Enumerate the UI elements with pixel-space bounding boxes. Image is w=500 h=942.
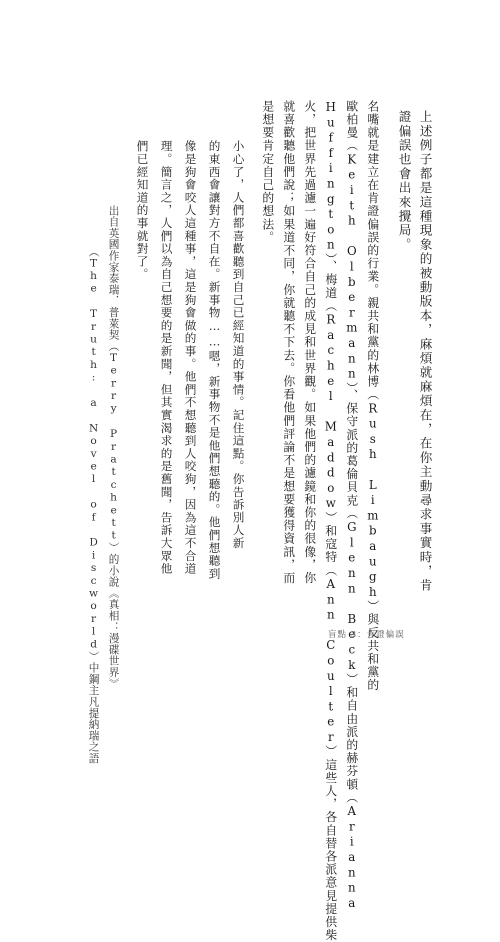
body-line-6: 火，把世界先過濾一遍好符合自己的成見和世界觀。如果他們的濾鏡和你的很像，你 (302, 100, 317, 585)
page-footer: 盲點 3：肯證偏誤 (328, 630, 405, 640)
body-line-8: 是想要肯定自己的想法。 (260, 100, 275, 245)
quote-line-4: 理。簡言之，人們以為自己想要的是新聞，但其實渴求的是舊聞，告訴大眾他 (159, 140, 174, 576)
body-line-3: 名嘴就是建立在肯證偏誤的行業。親共和黨的林博（Rush Limbaugh）與反共和黨的 (365, 100, 380, 692)
body-line-2: 證偏誤也會出來攪局。 (396, 110, 412, 252)
quote-line-1: 小心了，人們都喜歡聽到自己已經知道的事情。記住這點。你告訴別人新 (231, 140, 246, 550)
body-line-1: 上述例子都是這種現象的被動版本，麻煩就麻煩在，在你主動尋求事實時，肯 (417, 110, 433, 593)
quote-line-3: 像是狗會咬人這種事，這是狗會做的事。他們不想聽到人咬狗，因為這不合道 (183, 140, 198, 576)
quote-line-5: 們已經知道的事就對了。 (135, 140, 150, 281)
body-line-5: Huffington）、梅道（Rachel Maddow）和寇特（Ann Coulter）這些人，各自替各派意見提供柴 (323, 100, 338, 942)
attribution-line-1: 出自英國作家泰瑞．普萊契（Terry Pratchett）的小說《真相：漫碟世界》 (107, 205, 120, 690)
body-line-4: 歐柏曼（Keith Olbermann）、保守派的葛倫貝克（Glenn Beck）和自由派的赫芬頓（Arianna (344, 100, 359, 912)
attribution-line-2: （The Truth: a Novel of Discworld）中鋼主凡提納瑞之語 (87, 246, 100, 764)
quote-line-2: 的東西會讓對方不自在。新事物……嗯，新事物不是他們想聽的。他們想聽到 (207, 140, 222, 580)
body-line-7: 就喜歡聽他們說；如果道不同，你就聽不下去。你看他們評論不是想要獲得資訊，而 (281, 100, 296, 585)
